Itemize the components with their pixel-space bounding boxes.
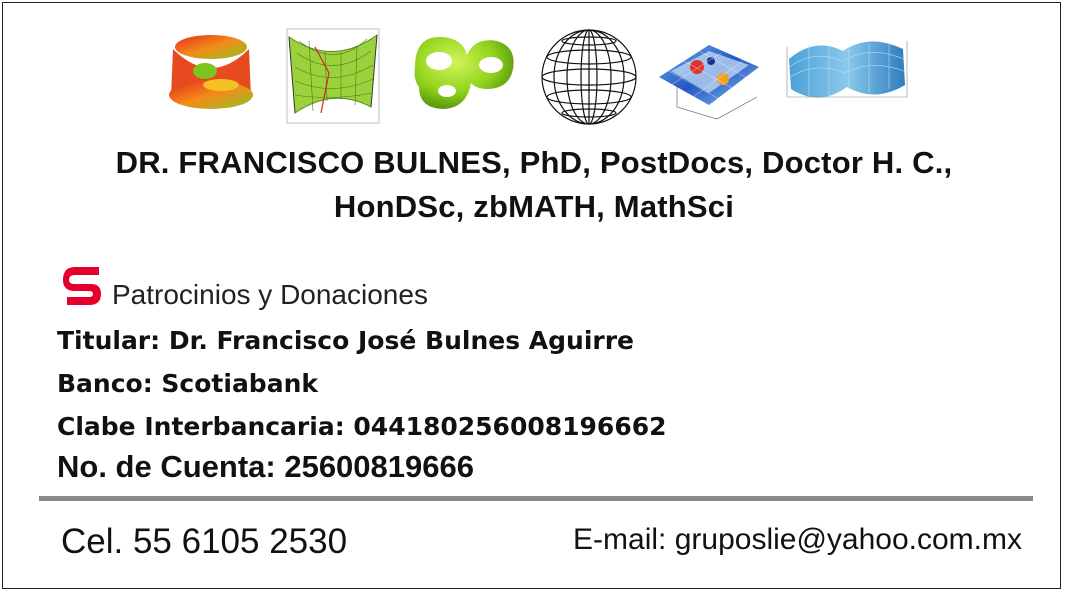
blue-heatmap-surface-plot-icon — [657, 27, 761, 123]
sponsorship-label: Patrocinios y Donaciones — [112, 279, 428, 310]
blue-wavy-surface-plot-icon — [785, 27, 909, 113]
email-address: E-mail: gruposlie@yahoo.com.mx — [573, 523, 1022, 556]
scotiabank-s-icon — [61, 263, 105, 309]
wireframe-sphere-icon — [537, 27, 641, 127]
account-holder: Titular: Dr. Francisco José Bulnes Aguirre — [57, 326, 635, 355]
saddle-wireframe-plot-icon — [285, 27, 381, 127]
business-card — [2, 2, 1061, 589]
clabe-number: Clabe Interbancaria: 044180256008196662 — [57, 412, 667, 441]
red-green-minimal-surface-icon — [161, 27, 261, 117]
math-images-row — [161, 27, 921, 127]
account-number: No. de Cuenta: 25600819666 — [57, 449, 474, 484]
green-triple-torus-icon — [405, 27, 521, 117]
phone-number: Cel. 55 6105 2530 — [61, 522, 348, 561]
divider — [39, 496, 1033, 501]
name-title-line-1: DR. FRANCISCO BULNES, PhD, PostDocs, Doctor H. C., — [115, 145, 953, 180]
bank-name: Banco: Scotiabank — [57, 369, 318, 398]
name-title-line-2: HonDSc, zbMATH, MathSci — [333, 189, 735, 224]
